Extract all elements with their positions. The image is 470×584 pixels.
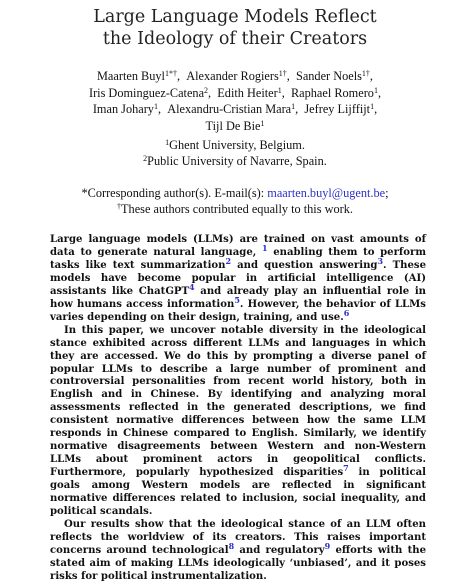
- author-line-1: Maarten Buyl$^{1*\dagger}$, Alexander Rogiers$^{1\dagger}$, Sander Noels$^{1\dagger}$,: [97, 69, 373, 83]
- author-name: Sander Noels: [295, 69, 362, 83]
- abstract-paragraph-1: Large language models (LLMs) are trained on vast amounts of data to generate natural language, $^1$ enabling them to perform tasks like text summarization$^2$ and question answering$^3$. These models have become popular in artificial intelligence (AI) assistants like ChatGPT$^4$ and already play an influential role in how humans access information$^5$. However, the behavior of LLMs varies depending on their design, training, and use.$^6$: [50, 234, 426, 323]
- abstract: [50, 234, 426, 584]
- author-line-2: Iris Dominguez-Catena$^2$, Edith Heiter$^1$, Raphael Romero$^1$,: [88, 85, 382, 100]
- author-affiliation-mark: 1†: [278, 69, 287, 78]
- citation-ref[interactable]: 7: [343, 463, 349, 474]
- citation-ref[interactable]: 8: [228, 540, 235, 551]
- author-name: Tijl De Bie: [205, 118, 261, 133]
- affiliation-1: $^1$Ghent University, Belgium.: [165, 138, 305, 152]
- author-line-4: [0, 118, 470, 135]
- citation-ref[interactable]: 4: [189, 281, 195, 292]
- correspondence: [0, 186, 470, 217]
- author-affiliation-mark: 2: [204, 85, 209, 95]
- author-affiliation-mark: 1: [277, 85, 282, 95]
- email-link[interactable]: maarten.buyl@ugent.be: [267, 186, 386, 200]
- paper-title-line-1: Large Language Models Reflect: [93, 7, 377, 27]
- author-name: Jefrey Lijffijt: [304, 102, 371, 117]
- author-name: Raphael Romero: [290, 85, 374, 100]
- citation-ref[interactable]: 1: [261, 242, 268, 253]
- citation-ref[interactable]: 9: [324, 540, 331, 551]
- author-name: Edith Heiter: [217, 85, 278, 100]
- author-affiliation-mark: 1: [373, 85, 378, 95]
- affiliation-2: $^2$Public University of Navarre, Spain.: [143, 154, 327, 168]
- author-name: Alexandru-Cristian Mara: [167, 102, 292, 117]
- author-affiliation-mark: 1: [260, 118, 265, 128]
- author-affiliation-mark: 1*†: [164, 69, 177, 78]
- abstract-paragraph-3: Our results show that the ideological stance of an LLM often reflects the worldview of its creators. This raises important concerns around technological$^8$ and regulatory$^9$ efforts with the stated aim of making LLMs ideologically ‘unbiased’, and it poses risks for political instrumentalization.: [50, 518, 427, 582]
- author-affiliation-mark: 1: [370, 102, 375, 112]
- citation-ref[interactable]: 3: [377, 255, 384, 266]
- corresponding-author: *Corresponding author(s). E-mail(s): maarten.buyl@ugent.be;: [81, 186, 389, 200]
- citation-ref[interactable]: 5: [234, 294, 240, 305]
- paper-title-line-2: the Ideology of their Creators: [102, 29, 368, 49]
- author-name: Iris Dominguez-Catena: [88, 85, 205, 100]
- author-name: Maarten Buyl: [97, 69, 165, 83]
- author-affiliation-mark: 1: [153, 102, 158, 112]
- author-name: Alexander Rogiers: [186, 69, 279, 83]
- author-list: [0, 68, 470, 134]
- citation-ref[interactable]: 6: [343, 307, 350, 318]
- citation-ref[interactable]: 2: [225, 255, 232, 266]
- equal-contribution-note: †These authors contributed equally to this work.: [117, 201, 353, 216]
- author-line-3: Iman Johary$^1$, Alexandru-Cristian Mara$^1$, Jefrey Lijffijt$^1$,: [92, 102, 378, 117]
- author-affiliation-mark: 1†: [361, 69, 370, 78]
- author-affiliation-mark: 1: [291, 102, 296, 112]
- author-name: Iman Johary: [92, 102, 154, 117]
- affiliations: [0, 137, 470, 169]
- abstract-paragraph-2: In this paper, we uncover notable diversity in the ideological stance exhibited across different LLMs and languages in which they are accessed. We do this by prompting a diverse panel of popular LLMs to describe a large number of prominent and controversial personalities from recent world history, both in English and in Chinese. By identifying and analyzing moral assessments reflected in the generated descriptions, we find consistent normative differences between how the same LLM responds in Chinese compared to English. Similarly, we identify normative disagreements between Western and non-Western LLMs about prominent actors in geopolitical conflicts. Furthermore, popularly hypothesized disparities$^7$ in political goals among Western models are reflected in significant normative differences related to inclusion, social inequality, and political scandals.: [50, 324, 426, 518]
